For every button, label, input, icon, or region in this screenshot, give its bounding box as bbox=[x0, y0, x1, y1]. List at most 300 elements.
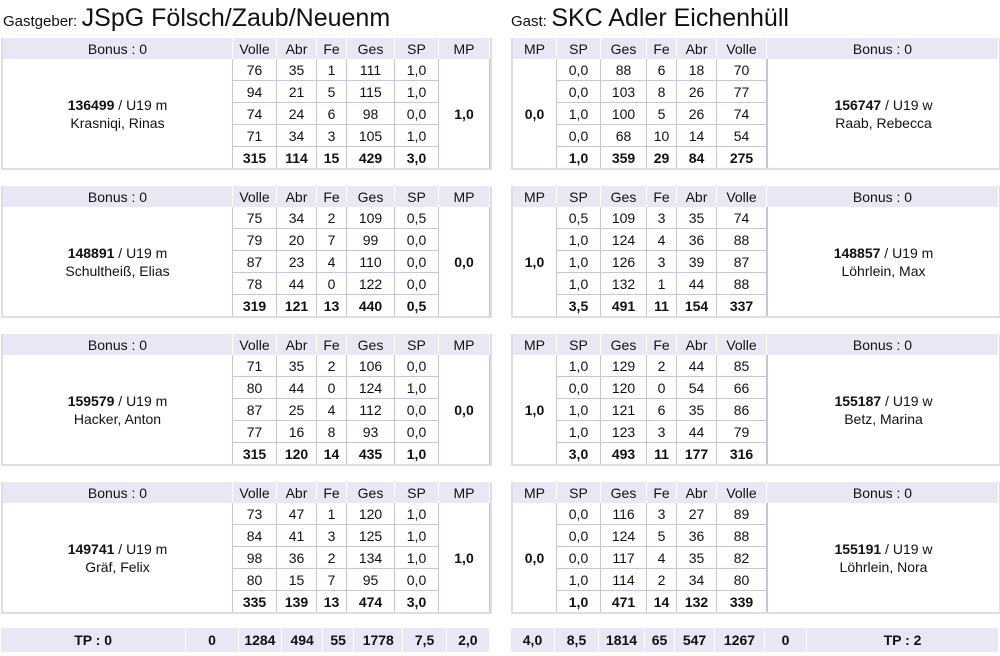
cell-ges: 116 bbox=[601, 503, 647, 525]
col-header-fe: Fe bbox=[647, 38, 677, 59]
home-team-name: JSpG Fölsch/Zaub/Neuenm bbox=[81, 4, 391, 32]
cell-fe: 7 bbox=[317, 229, 347, 251]
cell-ges: 134 bbox=[347, 547, 395, 569]
col-header-ges: Ges bbox=[347, 482, 395, 503]
cell-abr: 121 bbox=[277, 295, 317, 316]
col-header-fe: Fe bbox=[317, 482, 347, 503]
cell-fe: 11 bbox=[647, 443, 677, 464]
guest-player-block bbox=[511, 482, 1000, 614]
cell-abr: 44 bbox=[677, 273, 717, 295]
player-name: Löhrlein, Nora bbox=[839, 558, 928, 575]
col-header-mp: MP bbox=[513, 334, 557, 355]
cell-volle: 315 bbox=[233, 443, 277, 464]
cell-fe: 8 bbox=[317, 421, 347, 443]
cell-ges: 109 bbox=[347, 207, 395, 229]
cell-sp: 0,0 bbox=[395, 355, 439, 377]
cell-fe: 2 bbox=[647, 569, 677, 591]
cell-volle: 87 bbox=[233, 251, 277, 273]
cell-ges: 95 bbox=[347, 569, 395, 591]
cell-volle: 82 bbox=[717, 547, 767, 569]
guest-total-tp: TP : 2 bbox=[807, 628, 999, 652]
col-header-volle: Volle bbox=[233, 38, 277, 59]
match-points: 0,0 bbox=[439, 207, 490, 316]
cell-abr: 34 bbox=[277, 125, 317, 147]
home-total-abr: 494 bbox=[282, 628, 323, 652]
col-header-volle: Volle bbox=[717, 334, 767, 355]
throw-row bbox=[513, 503, 999, 525]
cell-sp: 3,0 bbox=[395, 147, 439, 168]
cell-sp: 3,5 bbox=[557, 295, 601, 316]
guest-total-fe: 65 bbox=[645, 628, 675, 652]
cell-sp: 1,0 bbox=[557, 421, 601, 443]
home-total-fe: 55 bbox=[323, 628, 354, 652]
cell-sp: 1,0 bbox=[557, 569, 601, 591]
cell-ges: 493 bbox=[601, 443, 647, 464]
cell-volle: 88 bbox=[717, 525, 767, 547]
cell-fe: 10 bbox=[647, 125, 677, 147]
cell-sp: 1,0 bbox=[557, 103, 601, 125]
cell-ges: 99 bbox=[347, 229, 395, 251]
cell-abr: 27 bbox=[677, 503, 717, 525]
cell-volle: 66 bbox=[717, 377, 767, 399]
cell-abr: 21 bbox=[277, 81, 317, 103]
cell-abr: 35 bbox=[277, 355, 317, 377]
cell-sp: 0,0 bbox=[557, 377, 601, 399]
cell-sp: 1,0 bbox=[395, 125, 439, 147]
cell-fe: 0 bbox=[647, 377, 677, 399]
cell-fe: 3 bbox=[647, 251, 677, 273]
cell-ges: 114 bbox=[601, 569, 647, 591]
col-header-fe: Fe bbox=[317, 38, 347, 59]
home-total-volle: 1284 bbox=[239, 628, 282, 652]
cell-ges: 124 bbox=[601, 525, 647, 547]
col-header-ges: Ges bbox=[347, 38, 395, 59]
cell-abr: 34 bbox=[277, 207, 317, 229]
cell-ges: 93 bbox=[347, 421, 395, 443]
col-header-mp: MP bbox=[513, 482, 557, 503]
guest-total-abr: 547 bbox=[675, 628, 715, 652]
player-name: Löhrlein, Max bbox=[841, 262, 926, 279]
cell-ges: 435 bbox=[347, 443, 395, 464]
throw-row bbox=[3, 59, 490, 81]
cell-fe: 3 bbox=[317, 125, 347, 147]
col-header-fe: Fe bbox=[647, 482, 677, 503]
cell-sp: 1,0 bbox=[395, 443, 439, 464]
cell-abr: 20 bbox=[277, 229, 317, 251]
cell-ges: 359 bbox=[601, 147, 647, 168]
cell-fe: 13 bbox=[317, 591, 347, 612]
col-header-sp: SP bbox=[557, 38, 601, 59]
cell-ges: 115 bbox=[347, 81, 395, 103]
guest-player-block bbox=[511, 186, 1000, 318]
throw-row bbox=[3, 503, 490, 525]
cell-ges: 125 bbox=[347, 525, 395, 547]
home-player-block bbox=[1, 38, 492, 170]
home-total-bonus: 0 bbox=[186, 628, 239, 652]
col-header-volle: Volle bbox=[233, 482, 277, 503]
throw-row bbox=[3, 207, 490, 229]
cell-fe: 2 bbox=[317, 355, 347, 377]
cell-fe: 5 bbox=[317, 81, 347, 103]
player-name: Gräf, Felix bbox=[85, 558, 150, 575]
cell-sp: 3,0 bbox=[395, 591, 439, 612]
cell-volle: 315 bbox=[233, 147, 277, 168]
col-header-sp: SP bbox=[557, 482, 601, 503]
cell-fe: 8 bbox=[647, 81, 677, 103]
cell-fe: 4 bbox=[647, 229, 677, 251]
cell-sp: 0,0 bbox=[395, 569, 439, 591]
cell-volle: 75 bbox=[233, 207, 277, 229]
col-header-fe: Fe bbox=[317, 334, 347, 355]
cell-sp: 1,0 bbox=[557, 251, 601, 273]
cell-abr: 177 bbox=[677, 443, 717, 464]
cell-sp: 0,0 bbox=[395, 103, 439, 125]
cell-sp: 3,0 bbox=[557, 443, 601, 464]
col-header-abr: Abr bbox=[277, 482, 317, 503]
cell-volle: 71 bbox=[233, 355, 277, 377]
cell-ges: 132 bbox=[601, 273, 647, 295]
cell-fe: 2 bbox=[647, 355, 677, 377]
home-total-sp: 7,5 bbox=[403, 628, 446, 652]
cell-ges: 120 bbox=[347, 503, 395, 525]
cell-sp: 0,0 bbox=[557, 125, 601, 147]
cell-abr: 26 bbox=[677, 103, 717, 125]
cell-abr: 23 bbox=[277, 251, 317, 273]
cell-sp: 0,0 bbox=[557, 547, 601, 569]
cell-ges: 109 bbox=[601, 207, 647, 229]
cell-ges: 124 bbox=[347, 377, 395, 399]
cell-volle: 339 bbox=[717, 591, 767, 612]
cell-ges: 471 bbox=[601, 591, 647, 612]
guest-total-bonus: 0 bbox=[765, 628, 807, 652]
player-info bbox=[767, 59, 999, 168]
cell-fe: 11 bbox=[647, 295, 677, 316]
col-header-sp: SP bbox=[395, 38, 439, 59]
cell-abr: 35 bbox=[677, 547, 717, 569]
col-header-ges: Ges bbox=[601, 186, 647, 207]
cell-ges: 121 bbox=[601, 399, 647, 421]
player-info bbox=[3, 207, 233, 316]
cell-abr: 35 bbox=[677, 399, 717, 421]
cell-abr: 18 bbox=[677, 59, 717, 81]
guest-player-block bbox=[511, 38, 1000, 170]
cell-ges: 103 bbox=[601, 81, 647, 103]
cell-sp: 0,5 bbox=[395, 207, 439, 229]
player-name: Raab, Rebecca bbox=[835, 114, 932, 131]
col-header-fe: Fe bbox=[647, 334, 677, 355]
cell-sp: 1,0 bbox=[395, 525, 439, 547]
player-info bbox=[3, 355, 233, 464]
player-id: 156747 bbox=[834, 96, 882, 113]
cell-volle: 76 bbox=[233, 59, 277, 81]
match-points: 0,0 bbox=[513, 503, 557, 612]
cell-sp: 0,0 bbox=[395, 229, 439, 251]
player-class: / U19 w bbox=[881, 540, 933, 557]
guest-team-name: SKC Adler Eichenhüll bbox=[551, 4, 789, 32]
cell-volle: 80 bbox=[717, 569, 767, 591]
cell-abr: 14 bbox=[677, 125, 717, 147]
col-header-volle: Volle bbox=[717, 186, 767, 207]
guest-total-sp: 8,5 bbox=[555, 628, 599, 652]
cell-ges: 429 bbox=[347, 147, 395, 168]
cell-volle: 88 bbox=[717, 229, 767, 251]
cell-fe: 2 bbox=[317, 207, 347, 229]
cell-fe: 6 bbox=[317, 103, 347, 125]
col-header-sp: SP bbox=[557, 334, 601, 355]
cell-fe: 5 bbox=[647, 103, 677, 125]
cell-fe: 7 bbox=[317, 569, 347, 591]
player-class: / U19 m bbox=[114, 392, 168, 409]
col-header-volle: Volle bbox=[717, 38, 767, 59]
cell-ges: 98 bbox=[347, 103, 395, 125]
col-header-abr: Abr bbox=[277, 38, 317, 59]
cell-sp: 1,0 bbox=[557, 355, 601, 377]
cell-volle: 73 bbox=[233, 503, 277, 525]
cell-volle: 85 bbox=[717, 355, 767, 377]
cell-abr: 44 bbox=[677, 421, 717, 443]
cell-volle: 319 bbox=[233, 295, 277, 316]
cell-sp: 0,0 bbox=[557, 59, 601, 81]
player-id: 159579 bbox=[67, 392, 115, 409]
player-class: / U19 w bbox=[881, 392, 933, 409]
cell-volle: 316 bbox=[717, 443, 767, 464]
cell-sp: 0,5 bbox=[395, 295, 439, 316]
col-header-sp: SP bbox=[395, 186, 439, 207]
player-class: / U19 m bbox=[114, 96, 168, 113]
match-points: 1,0 bbox=[513, 355, 557, 464]
cell-fe: 0 bbox=[317, 377, 347, 399]
cell-volle: 70 bbox=[717, 59, 767, 81]
cell-fe: 2 bbox=[317, 547, 347, 569]
throw-row bbox=[513, 355, 999, 377]
home-player-block bbox=[1, 482, 492, 614]
cell-volle: 275 bbox=[717, 147, 767, 168]
cell-fe: 15 bbox=[317, 147, 347, 168]
cell-sp: 0,0 bbox=[395, 399, 439, 421]
player-name: Schultheiß, Elias bbox=[65, 262, 170, 279]
player-info bbox=[3, 59, 233, 168]
cell-sp: 0,0 bbox=[557, 503, 601, 525]
cell-ges: 112 bbox=[347, 399, 395, 421]
cell-abr: 34 bbox=[677, 569, 717, 591]
col-header-ges: Ges bbox=[347, 186, 395, 207]
cell-ges: 120 bbox=[601, 377, 647, 399]
cell-volle: 74 bbox=[233, 103, 277, 125]
cell-volle: 79 bbox=[717, 421, 767, 443]
match-points: 1,0 bbox=[513, 207, 557, 316]
cell-volle: 337 bbox=[717, 295, 767, 316]
cell-abr: 54 bbox=[677, 377, 717, 399]
col-header-bonus: Bonus : 0 bbox=[767, 334, 999, 355]
col-header-abr: Abr bbox=[677, 186, 717, 207]
col-header-ges: Ges bbox=[601, 334, 647, 355]
col-header-fe: Fe bbox=[647, 186, 677, 207]
col-header-bonus: Bonus : 0 bbox=[3, 38, 233, 59]
cell-volle: 88 bbox=[717, 273, 767, 295]
cell-volle: 94 bbox=[233, 81, 277, 103]
home-team-totals bbox=[1, 628, 490, 652]
col-header-mp: MP bbox=[513, 186, 557, 207]
cell-ges: 88 bbox=[601, 59, 647, 81]
cell-fe: 4 bbox=[317, 399, 347, 421]
col-header-abr: Abr bbox=[677, 38, 717, 59]
col-header-ges: Ges bbox=[347, 334, 395, 355]
player-name: Hacker, Anton bbox=[73, 410, 162, 427]
cell-volle: 77 bbox=[233, 421, 277, 443]
cell-ges: 105 bbox=[347, 125, 395, 147]
col-header-volle: Volle bbox=[233, 334, 277, 355]
cell-fe: 13 bbox=[317, 295, 347, 316]
cell-fe: 1 bbox=[317, 59, 347, 81]
cell-volle: 335 bbox=[233, 591, 277, 612]
col-header-mp: MP bbox=[439, 482, 490, 503]
home-team bbox=[3, 4, 390, 33]
cell-ges: 129 bbox=[601, 355, 647, 377]
player-info bbox=[767, 355, 999, 464]
cell-volle: 80 bbox=[233, 377, 277, 399]
player-class: / U19 w bbox=[881, 96, 933, 113]
cell-ges: 440 bbox=[347, 295, 395, 316]
cell-ges: 474 bbox=[347, 591, 395, 612]
player-id: 149741 bbox=[67, 540, 115, 557]
match-points: 0,0 bbox=[513, 59, 557, 168]
cell-abr: 44 bbox=[277, 377, 317, 399]
match-points: 1,0 bbox=[439, 503, 490, 612]
cell-ges: 68 bbox=[601, 125, 647, 147]
cell-volle: 54 bbox=[717, 125, 767, 147]
home-total-mp: 2,0 bbox=[447, 628, 490, 652]
col-header-mp: MP bbox=[513, 38, 557, 59]
guest-total-ges: 1814 bbox=[599, 628, 645, 652]
cell-abr: 24 bbox=[277, 103, 317, 125]
col-header-abr: Abr bbox=[277, 186, 317, 207]
guest-player-block bbox=[511, 334, 1000, 466]
cell-fe: 6 bbox=[647, 59, 677, 81]
cell-abr: 132 bbox=[677, 591, 717, 612]
cell-abr: 120 bbox=[277, 443, 317, 464]
col-header-mp: MP bbox=[439, 186, 490, 207]
col-header-abr: Abr bbox=[677, 482, 717, 503]
player-info bbox=[3, 503, 233, 612]
cell-fe: 3 bbox=[647, 421, 677, 443]
home-total-ges: 1778 bbox=[354, 628, 403, 652]
cell-volle: 77 bbox=[717, 81, 767, 103]
cell-sp: 0,0 bbox=[395, 421, 439, 443]
cell-volle: 89 bbox=[717, 503, 767, 525]
col-header-ges: Ges bbox=[601, 482, 647, 503]
col-header-bonus: Bonus : 0 bbox=[3, 334, 233, 355]
guest-team-label: Gast: bbox=[511, 13, 547, 30]
player-id: 148891 bbox=[67, 244, 115, 261]
cell-sp: 1,0 bbox=[557, 591, 601, 612]
guest-team-totals bbox=[511, 628, 999, 652]
cell-sp: 0,5 bbox=[557, 207, 601, 229]
cell-fe: 4 bbox=[317, 251, 347, 273]
cell-abr: 44 bbox=[677, 355, 717, 377]
cell-abr: 44 bbox=[277, 273, 317, 295]
cell-ges: 122 bbox=[347, 273, 395, 295]
player-info bbox=[767, 207, 999, 316]
home-player-block bbox=[1, 186, 492, 318]
cell-fe: 3 bbox=[647, 207, 677, 229]
col-header-fe: Fe bbox=[317, 186, 347, 207]
cell-fe: 6 bbox=[647, 399, 677, 421]
cell-volle: 71 bbox=[233, 125, 277, 147]
match-points: 1,0 bbox=[439, 59, 490, 168]
cell-volle: 87 bbox=[717, 251, 767, 273]
cell-volle: 78 bbox=[233, 273, 277, 295]
cell-volle: 80 bbox=[233, 569, 277, 591]
home-player-block bbox=[1, 334, 492, 466]
col-header-abr: Abr bbox=[277, 334, 317, 355]
guest-team bbox=[511, 4, 789, 33]
cell-fe: 1 bbox=[317, 503, 347, 525]
col-header-volle: Volle bbox=[233, 186, 277, 207]
cell-sp: 1,0 bbox=[557, 229, 601, 251]
cell-ges: 117 bbox=[601, 547, 647, 569]
cell-ges: 491 bbox=[601, 295, 647, 316]
cell-volle: 86 bbox=[717, 399, 767, 421]
player-name: Krasniqi, Rinas bbox=[70, 114, 165, 131]
cell-abr: 39 bbox=[677, 251, 717, 273]
cell-volle: 74 bbox=[717, 207, 767, 229]
cell-ges: 123 bbox=[601, 421, 647, 443]
player-info bbox=[767, 503, 999, 612]
home-total-tp: TP : 0 bbox=[1, 628, 186, 652]
col-header-bonus: Bonus : 0 bbox=[3, 186, 233, 207]
home-team-label: Gastgeber: bbox=[3, 13, 78, 30]
cell-ges: 126 bbox=[601, 251, 647, 273]
cell-fe: 14 bbox=[317, 443, 347, 464]
cell-ges: 106 bbox=[347, 355, 395, 377]
cell-abr: 154 bbox=[677, 295, 717, 316]
cell-abr: 139 bbox=[277, 591, 317, 612]
col-header-ges: Ges bbox=[601, 38, 647, 59]
player-id: 148857 bbox=[833, 244, 881, 261]
col-header-volle: Volle bbox=[717, 482, 767, 503]
match-points: 0,0 bbox=[439, 355, 490, 464]
col-header-bonus: Bonus : 0 bbox=[767, 186, 999, 207]
col-header-mp: MP bbox=[439, 38, 490, 59]
player-id: 136499 bbox=[67, 96, 115, 113]
guest-total-volle: 1267 bbox=[715, 628, 765, 652]
cell-volle: 98 bbox=[233, 547, 277, 569]
player-id: 155187 bbox=[834, 392, 882, 409]
cell-abr: 25 bbox=[277, 399, 317, 421]
cell-abr: 35 bbox=[677, 207, 717, 229]
col-header-bonus: Bonus : 0 bbox=[767, 482, 999, 503]
cell-volle: 87 bbox=[233, 399, 277, 421]
throw-row bbox=[513, 59, 999, 81]
cell-fe: 1 bbox=[647, 273, 677, 295]
cell-sp: 1,0 bbox=[395, 59, 439, 81]
cell-sp: 1,0 bbox=[395, 377, 439, 399]
cell-fe: 3 bbox=[317, 525, 347, 547]
cell-sp: 1,0 bbox=[395, 503, 439, 525]
throw-row bbox=[513, 207, 999, 229]
cell-ges: 100 bbox=[601, 103, 647, 125]
cell-sp: 1,0 bbox=[395, 547, 439, 569]
cell-abr: 36 bbox=[677, 525, 717, 547]
cell-sp: 0,0 bbox=[395, 273, 439, 295]
guest-total-mp: 4,0 bbox=[511, 628, 555, 652]
cell-abr: 16 bbox=[277, 421, 317, 443]
cell-volle: 74 bbox=[717, 103, 767, 125]
cell-abr: 26 bbox=[677, 81, 717, 103]
cell-volle: 79 bbox=[233, 229, 277, 251]
col-header-sp: SP bbox=[557, 186, 601, 207]
cell-sp: 1,0 bbox=[557, 399, 601, 421]
